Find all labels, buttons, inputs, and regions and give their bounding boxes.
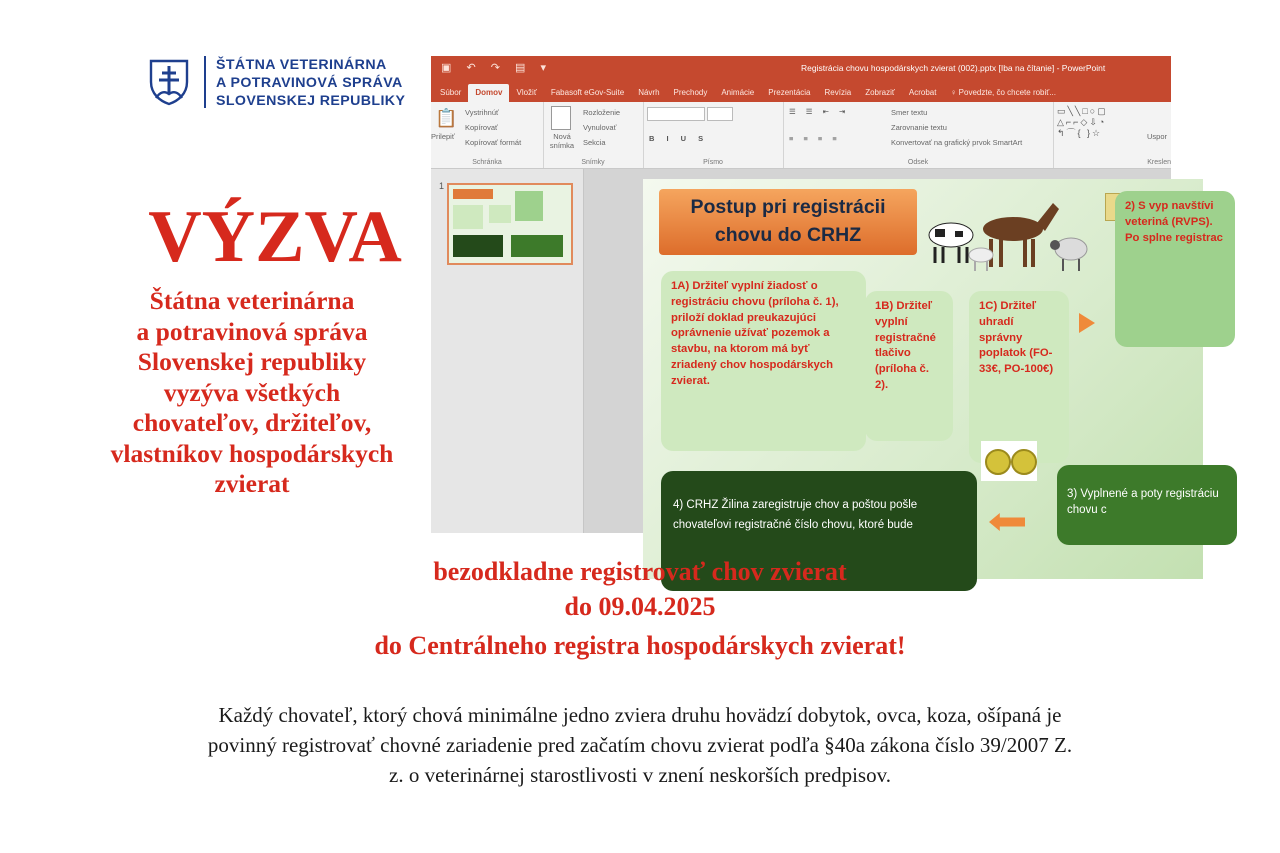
align-icons[interactable]: ≡ ≡ ≡ ≡ — [789, 134, 841, 143]
tab-acrobat[interactable]: Acrobat — [908, 88, 937, 97]
thumb-box-shape — [515, 191, 543, 221]
slide-title-line-2: chovu do CRHZ — [714, 224, 862, 246]
tab-file[interactable]: Súbor — [440, 88, 462, 97]
ppt-workspace — [431, 169, 1223, 533]
font-name-select[interactable] — [647, 107, 705, 121]
ear-tag-icon — [981, 441, 1037, 481]
tab-insert[interactable]: Vložiť — [516, 88, 537, 97]
reset-button[interactable]: Vynulovať — [583, 123, 617, 132]
lead-line: zvierat — [214, 469, 290, 498]
tab-transitions[interactable]: Prechody — [673, 88, 708, 97]
tab-animations[interactable]: Animácie — [721, 88, 755, 97]
text-direction-button[interactable]: Smer textu — [891, 108, 928, 117]
tab-view[interactable]: Zobraziť — [865, 88, 895, 97]
slide-thumbnail[interactable] — [447, 183, 573, 265]
shapes-gallery-icon[interactable]: ▭╲╲□○▢ △⌐⌐◇⇩◔ ↰⌒{ }☆ — [1057, 106, 1108, 138]
paragraph-group-label: Odsek — [907, 159, 929, 166]
lead-line: vyzýva všetkých — [163, 377, 341, 407]
thumb-box-shape — [453, 235, 503, 257]
slide-title-line-1: Postup pri registrácii — [690, 196, 886, 218]
paste-button[interactable]: Prilepiť — [431, 132, 455, 141]
list-icons[interactable]: ☰ ☰ ⇤ ⇥ — [789, 107, 850, 116]
quick-access-icons: ▣ ↶ ↷ ▤ ▾ — [441, 62, 552, 74]
headline: VÝZVA — [148, 196, 402, 278]
authority-name-line-2: A POTRAVINOVÁ SPRÁVA — [216, 75, 403, 91]
ppt-ribbon-tabs — [431, 82, 1171, 102]
lead-line: Slovenskej republiky — [137, 347, 367, 376]
layout-button[interactable]: Rozloženie — [583, 108, 621, 117]
smartart-button[interactable]: Konvertovať na grafický prvok SmartArt — [891, 138, 1023, 147]
thumb-box-shape — [511, 235, 563, 257]
lead-line: a potravinová správa — [136, 316, 368, 346]
thumb-box-shape — [489, 205, 511, 223]
slide-title — [659, 189, 917, 255]
legal-line: Každý chovateľ, ktorý chová minimálne jedno zviera druhu hovädzí dobytok, ovca, koza, ošípaná je — [218, 703, 1062, 727]
step-1b-box: 1B) Držiteľ vyplní registračné tlačivo (príloha č. 2). — [865, 291, 953, 441]
tab-review[interactable]: Revízia — [824, 88, 852, 97]
logo-divider — [204, 56, 206, 108]
legal-line: povinný registrovať chovné zariadenie pred začatím chovu zvierat podľa §40a zákona číslo 39/2007 Z. — [207, 733, 1073, 757]
arrange-button[interactable]: Uspor — [1147, 132, 1168, 141]
step-2-box: 2) S vyp navštívi veteriná (RVPS). Po splne registrac — [1115, 191, 1235, 347]
clipboard-group-label: Schránka — [472, 159, 502, 166]
tab-design[interactable]: Návrh — [638, 88, 660, 97]
drawing-group-label: Kreslen — [1147, 159, 1171, 166]
authority-name — [216, 56, 405, 110]
lead-text — [72, 286, 432, 500]
thumb-title-shape — [453, 189, 493, 199]
authority-name-line-3: SLOVENSKEJ REPUBLIKY — [216, 93, 406, 109]
new-slide-icon[interactable] — [551, 106, 571, 130]
ppt-ribbon — [431, 102, 1171, 169]
authority-name-line-1: ŠTÁTNA VETERINÁRNA — [216, 57, 387, 73]
font-size-select[interactable] — [707, 107, 733, 121]
slide-canvas[interactable] — [643, 179, 1223, 579]
font-group — [643, 102, 784, 168]
clipboard-group — [431, 102, 544, 168]
ppt-window-title: Registrácia chovu hospodárskych zvierat (002).pptx [Iba na čítanie] - PowerPoint — [801, 63, 1106, 73]
tab-slideshow[interactable]: Prezentácia — [768, 88, 811, 97]
lead-line: chovateľov, držiteľov, — [132, 408, 372, 437]
legal-paragraph — [24, 700, 1256, 790]
lead-line: vlastníkov hospodárskych — [110, 438, 394, 468]
slides-group-label: Snímky — [581, 159, 605, 166]
step-1a-box: 1A) Držiteľ vyplní žiadosť o registráciu chovu (príloha č. 1), priloží doklad preukazujúci oprávnenie užívať pozemok a stavbu, na ktorom má byť zriadený chov hospodárskych zvierat. — [661, 271, 866, 451]
paste-icon[interactable]: 📋 — [435, 108, 458, 128]
call-line-1: bezodkladne registrovať chov zvierat — [433, 557, 847, 586]
slide-thumbnail-number: 1 — [439, 181, 445, 191]
tell-me-search[interactable]: ♀ Povedzte, čo chcete robiť... — [950, 88, 1056, 97]
livestock-illustration — [921, 195, 1097, 275]
authority-logo — [148, 56, 405, 110]
slide-thumbnail-panel — [431, 169, 584, 533]
arrow-left-icon — [989, 513, 1025, 531]
slovak-coat-of-arms-icon — [148, 58, 190, 106]
tab-home[interactable]: Domov — [468, 84, 509, 102]
font-group-label: Písmo — [703, 159, 723, 166]
lead-line: Štátna veterinárna — [149, 286, 355, 315]
section-button[interactable]: Sekcia — [583, 138, 606, 147]
tab-fabasoft[interactable]: Fabasoft eGov-Suite — [550, 88, 625, 97]
align-text-button[interactable]: Zarovnanie textu — [891, 123, 947, 132]
new-slide-button[interactable]: Nová snímka — [549, 132, 575, 150]
copy-button[interactable]: Kopírovať — [465, 123, 498, 132]
step-3-box: 3) Vyplnené a poty registráciu chovu c — [1057, 465, 1237, 545]
paragraph-group — [783, 102, 1054, 168]
drawing-group — [1053, 102, 1171, 168]
slides-group — [543, 102, 644, 168]
register-line: do Centrálneho registra hospodárskych zvierat! — [374, 631, 906, 660]
step-4-box: 4) CRHZ Žilina zaregistruje chov a poštou pošle chovateľovi registračné číslo chovu, ktoré bude — [661, 471, 977, 591]
arrow-right-icon — [1079, 313, 1095, 333]
powerpoint-screenshot — [431, 56, 1223, 533]
deadline-line: do 09.04.2025 — [564, 592, 716, 621]
step-1c-box: 1C) Držiteľ uhradí správny poplatok (FO- 33€, PO-100€) — [969, 291, 1069, 463]
thumb-box-shape — [453, 205, 483, 229]
legal-line: z. o veterinárnej starostlivosti v znení neskorších predpisov. — [389, 763, 891, 787]
ppt-titlebar — [431, 56, 1171, 82]
format-painter-button[interactable]: Kopírovať formát — [465, 138, 522, 147]
cut-button[interactable]: Vystrihnúť — [465, 108, 499, 117]
font-format-icons[interactable]: B I U S — [649, 134, 709, 143]
